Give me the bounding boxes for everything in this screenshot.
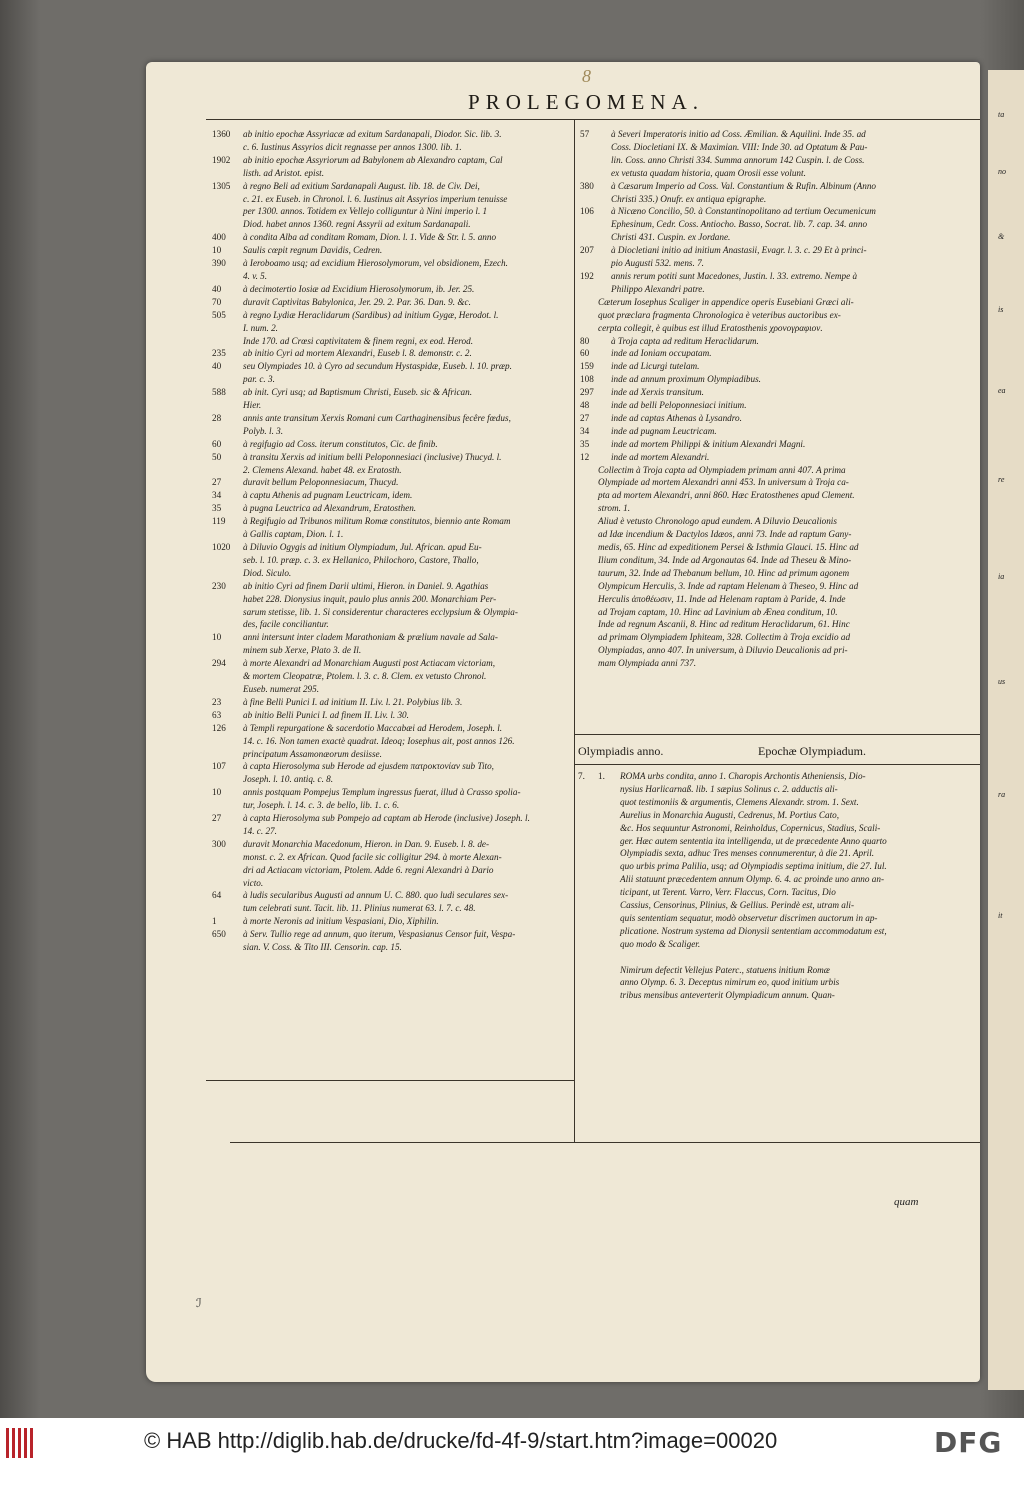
chronology-entry xyxy=(212,257,572,270)
entry-years: 1 xyxy=(212,916,217,927)
entry-continuation: dri ad Actiacam victoriam, Ptolem. Adde 6. regni Alexandri à Dario xyxy=(243,864,494,875)
entry-continuation: des, facile conciliantur. xyxy=(243,619,329,630)
chronology-entry xyxy=(580,244,978,257)
header-rule xyxy=(206,119,980,120)
entry-text: ab initio Cyri ad finem Darii ultimi, Hieron. in Daniel. 9. Agathias xyxy=(243,580,489,591)
chronology-entry xyxy=(212,722,572,735)
left-chronology-column xyxy=(212,128,572,954)
entry-years: 10 xyxy=(212,632,222,643)
facing-page-fragment: ea xyxy=(998,386,1006,395)
entry-years: 126 xyxy=(212,722,226,733)
entry-text: duravit bellum Peloponnesiacum, Thucyd. xyxy=(243,477,399,488)
entry-text: ab initio Belli Punici I. ad finem II. Liv. l. 30. xyxy=(243,709,409,720)
facing-page-edge xyxy=(988,70,1024,1390)
page-bottom-rule xyxy=(230,1142,980,1143)
commentary-line: ad Trojam captam, 10. Hinc ad Lavinium ab Ænea conditum, 10. xyxy=(598,606,838,617)
facing-page-fragment: re xyxy=(998,475,1005,484)
entry-text: ab initio Cyri ad mortem Alexandri, Euseb l. 8. demonstr. c. 2. xyxy=(243,348,472,359)
chronology-entry xyxy=(212,760,572,773)
commentary-line: Olympiadas, anno 407. In universum, à Diluvio Deucalionis ad pri- xyxy=(598,645,848,656)
entry-text: inde ad pugnam Leuctricam. xyxy=(611,425,717,436)
chronology-entry xyxy=(212,309,572,322)
entry-years: 12 xyxy=(580,451,590,462)
entry-text: à fine Belli Punici I. ad initium II. Liv. l. 21. Polybius lib. 3. xyxy=(243,696,463,707)
chronology-entry xyxy=(580,270,978,283)
entry-years: 300 xyxy=(212,838,226,849)
epoch-line: Alii statuunt præcedentem annum Olymp. 6. 4. ac proinde uno anno an- xyxy=(620,874,885,885)
entry-text: duravit Captivitas Babylonica, Jer. 29. 2. Par. 36. Dan. 9. &c. xyxy=(243,296,471,307)
chronology-entry xyxy=(212,283,572,296)
entry-text: inde ad captas Athenas à Lysandro. xyxy=(611,412,742,423)
entry-continuation: minem sub Xerxe, Plato 3. de Il. xyxy=(243,645,362,656)
chronology-entry xyxy=(212,451,572,464)
chronology-entry xyxy=(212,541,572,554)
chronology-entry xyxy=(580,425,978,438)
entry-years: 400 xyxy=(212,232,226,243)
commentary-line: quot præclara fragmenta Chronologica è veteribus auctoribus ex- xyxy=(598,309,841,320)
entry-text: duravit Monarchia Macedonum, Hieron. in Dan. 9. Euseb. l. 8. de- xyxy=(243,838,490,849)
entry-years: 107 xyxy=(212,761,226,772)
epoch-line: anno Olymp. 6. 3. Deceptus nimirum eo, quod initium urbis xyxy=(620,977,840,988)
epoch-line: &c. Hos sequuntur Astronomi, Reinholdus, Copernicus, Stadius, Scali- xyxy=(620,822,881,833)
entry-text: à morte Neronis ad initium Vespasiani, Dio, Xiphilin. xyxy=(243,916,439,927)
entry-years: 60 xyxy=(580,348,590,359)
entry-years: 10 xyxy=(212,787,222,798)
chronology-entry xyxy=(212,489,572,502)
chronology-entry xyxy=(212,696,572,709)
entry-text: à Ieroboamo usq; ad excidium Hierosolymorum, vel obsidionem, Ezech. xyxy=(243,258,508,269)
entry-continuation: Polyb. l. 3. xyxy=(243,425,284,436)
entry-text: à transitu Xerxis ad initium belli Peloponnesiaci (inclusive) Thucyd. l. xyxy=(243,451,502,462)
folio-number: 8 xyxy=(582,66,591,86)
entry-years: 505 xyxy=(212,309,226,320)
entry-years: 106 xyxy=(580,206,594,217)
column-divider xyxy=(574,120,575,1142)
commentary-line: Collectim à Troja capta ad Olympiadem primam anni 407. A prima xyxy=(598,464,846,475)
entry-years: 40 xyxy=(212,361,222,372)
entry-continuation: par. c. 3. xyxy=(243,374,275,385)
entry-text: ab initio epochæ Assyriacæ ad exitum Sardanapali, Diodor. Sic. lib. 3. xyxy=(243,129,502,139)
chronology-entry xyxy=(580,373,978,386)
commentary-line: ad Idæ incendium & Dactylos Idæos, anni 73. Inde ad raptum Gany- xyxy=(598,529,852,540)
entry-text: inde ad mortem Philippi & initium Alexandri Magni. xyxy=(611,438,806,449)
entry-text: inde ad Licurgi tutelam. xyxy=(611,361,700,372)
entry-years: 35 xyxy=(580,438,590,449)
epoch-line: ticipant, ut Terent. Varro, Verr. Flaccus, Corn. Tacitus, Dio xyxy=(620,887,836,898)
entry-continuation: pio Augusti 532. mens. 7. xyxy=(611,258,704,269)
facing-page-fragment: ta xyxy=(998,110,1005,119)
entry-years: 390 xyxy=(212,258,226,269)
entry-text: à ludis secularibus Augusti ad annum U. C. 880. quo ludi seculares sex- xyxy=(243,890,509,901)
entry-text: à Troja capta ad reditum Heraclidarum. xyxy=(611,335,759,346)
right-chronology-column xyxy=(580,128,978,670)
entry-continuation: victo. xyxy=(243,877,264,888)
entry-years: 650 xyxy=(212,929,226,940)
olympiad-epoch-text xyxy=(620,770,978,1002)
olympiad-number-a: 7. xyxy=(578,771,585,781)
facing-page-fragment: no xyxy=(998,167,1006,176)
entry-continuation: ex vetusta quadam historia, quam Orosii esse volunt. xyxy=(611,167,806,178)
entry-continuation: & mortem Cleopatræ, Ptolem. l. 3. c. 8. Clem. ex vetusto Chronol. xyxy=(243,671,487,682)
entry-continuation: Ephesinum, Cedr. Coss. Antiocho. Basso, Socrat. lib. 7. cap. 34. anno xyxy=(611,219,868,230)
entry-continuation: Inde 170. ad Crœsi captivitatem & finem regni, ex eod. Herod. xyxy=(243,335,473,346)
entry-continuation: 14. c. 16. Non tamen exactè quadrat. Ideoq; Iosephus ait, post annos 126. xyxy=(243,735,515,746)
chronology-entry xyxy=(580,438,978,451)
entry-years: 57 xyxy=(580,129,590,139)
entry-years: 34 xyxy=(212,490,222,501)
commentary-line: Olympicum Herculis, 3. Inde ad raptam Helenam à Theseo, 9. Hinc ad xyxy=(598,580,859,591)
chronology-entry xyxy=(212,412,572,425)
epoch-line: ger. Hæc autem sententia ita intelligenda, ut de præcedente Anno quarto xyxy=(620,835,887,846)
chronology-entry xyxy=(212,128,572,141)
entry-text: à morte Alexandri ad Monarchiam Augusti post Actiacam victoriam, xyxy=(243,658,496,669)
entry-text: ab init. Cyri usq; ad Baptismum Christi, Euseb. sic & African. xyxy=(243,387,473,398)
chronology-entry xyxy=(580,205,978,218)
entry-text: anni intersunt inter cladem Marathoniam & prælium navale ad Sala- xyxy=(243,632,498,643)
chronology-entry xyxy=(212,786,572,799)
chronology-entry xyxy=(212,180,572,193)
entry-years: 27 xyxy=(212,813,222,824)
entry-text: seu Olympiades 10. à Cyro ad secundum Hystaspidæ, Euseb. l. 10. præp. xyxy=(243,361,512,372)
entry-years: 1305 xyxy=(212,180,231,191)
chronology-entry xyxy=(212,838,572,851)
chronology-entry xyxy=(580,386,978,399)
chronology-entry xyxy=(580,451,978,464)
entry-years: 588 xyxy=(212,387,226,398)
library-logo-icon xyxy=(6,1428,36,1458)
olympiad-head-rule xyxy=(574,764,980,765)
chronology-entry xyxy=(580,128,978,141)
facing-page-fragment: ra xyxy=(998,790,1006,799)
entry-years: 63 xyxy=(212,709,222,720)
entry-continuation: Coss. Diocletiani IX. & Maximian. VIII: Inde 30. ad Optatum & Pau- xyxy=(611,141,868,152)
entry-text: inde ad Xerxis transitum. xyxy=(611,387,704,398)
entry-continuation: c. 6. Iustinus Assyrios dicit regnasse per annos 1300. lib. 1. xyxy=(243,141,462,152)
entry-text: à decimotertio Iosiæ ad Excidium Hierosolymorum, ib. Jer. 25. xyxy=(243,283,475,294)
entry-text: inde ad mortem Alexandri. xyxy=(611,451,710,462)
entry-continuation: monst. c. 2. ex African. Quod facile sic colligitur 294. à morte Alexan- xyxy=(243,851,502,862)
entry-years: 28 xyxy=(212,412,222,423)
entry-years: 1902 xyxy=(212,154,231,165)
entry-years: 27 xyxy=(580,412,590,423)
chronology-entry xyxy=(580,335,978,348)
commentary-line: Aliud è vetusto Chronologo apud eundem. A Diluvio Deucalionis xyxy=(598,516,837,527)
olympiad-epoch-heading: Epochæ Olympiadum. xyxy=(758,744,866,758)
entry-text: à Cæsarum Imperio ad Coss. Val. Constantium & Rufin. Albinum (Anno xyxy=(611,180,877,191)
entry-years: 40 xyxy=(212,283,222,294)
entry-text: annis postquam Pompejus Templum ingressus fuerat, illud à Crasso spolia- xyxy=(243,787,521,798)
entry-continuation: Christi 335.) Onufr. ex antiqua epigraphe. xyxy=(611,193,767,204)
entry-years: 230 xyxy=(212,580,226,591)
entry-text: à capta Hierosolyma sub Herode ad ejusdem πατροκτονίαν sub Tito, xyxy=(243,761,494,772)
chronology-entry xyxy=(212,244,572,257)
entry-years: 10 xyxy=(212,245,222,256)
chronology-entry xyxy=(212,889,572,902)
entry-years: 1020 xyxy=(212,542,231,552)
chronology-entry xyxy=(212,928,572,941)
entry-continuation: 14. c. 27. xyxy=(243,825,277,836)
facing-page-fragment: it xyxy=(998,911,1003,920)
chronology-entry xyxy=(212,347,572,360)
epoch-line: Aurelius in Monarchia Augusti, Cedrenus, M. Portius Cato, xyxy=(620,809,840,820)
catchword: quam xyxy=(894,1196,919,1208)
epoch-line: quo modo & Scaliger. xyxy=(620,938,701,949)
entry-text: inde ad annum proximum Olympiadibus. xyxy=(611,374,761,385)
epoch-line xyxy=(620,951,978,964)
entry-continuation: Joseph. l. 10. antiq. c. 8. xyxy=(243,774,334,785)
chronology-entry xyxy=(212,154,572,167)
entry-text: à captu Athenis ad pugnam Leuctricam, idem. xyxy=(243,490,413,501)
entry-years: 235 xyxy=(212,348,226,359)
chronology-entry xyxy=(580,347,978,360)
entry-years: 80 xyxy=(580,335,590,346)
commentary-line: Herculis ἀποθέωσιν, 11. Inde ad Helenam raptam à Paride, 4. Inde xyxy=(598,593,846,604)
chronology-entry xyxy=(580,360,978,373)
entry-continuation: tum celebrati sunt. Tacit. lib. 11. Plinius numerat 63. l. 7. c. 48. xyxy=(243,903,476,914)
chronology-entry xyxy=(580,412,978,425)
chronology-entry xyxy=(212,657,572,670)
entry-continuation: Euseb. numerat 295. xyxy=(243,683,320,694)
entry-years: 48 xyxy=(580,400,590,411)
entry-years: 297 xyxy=(580,387,594,398)
chronology-entry xyxy=(212,915,572,928)
commentary-line: Ilium conditum, 34. Inde ad Argonautas 64. Inde ad Theseu & Mino- xyxy=(598,554,852,565)
commentary-line: mam Olympiada anni 737. xyxy=(598,658,696,669)
epoch-line: tribus mensibus anteverterit Olympiadicum annum. Quan- xyxy=(620,990,835,1001)
commentary-line: cerpta collegit, è quibus est illud Eratosthenis χρονογραφιον. xyxy=(598,322,823,333)
entry-years: 60 xyxy=(212,438,222,449)
chronology-entry xyxy=(580,180,978,193)
chronology-entry xyxy=(212,502,572,515)
entry-text: à capta Hierosolyma sub Pompejo ad captam ab Herode (inclusive) Joseph. l. xyxy=(243,813,530,824)
epoch-line: ROMA urbs condita, anno 1. Charopis Archontis Atheniensis, Dio- xyxy=(620,771,866,781)
epoch-line: Nimirum defectit Vellejus Paterc., statuens initium Romæ xyxy=(620,964,830,975)
entry-continuation: 4. v. 5. xyxy=(243,270,268,281)
chronology-entry xyxy=(212,386,572,399)
entry-years: 159 xyxy=(580,361,594,372)
entry-years: 108 xyxy=(580,374,594,385)
epoch-line: Olympiadis sexta, adhuc Tres menses connumerentur, à die 21. April. xyxy=(620,848,875,859)
entry-continuation: Hier. xyxy=(243,400,262,411)
entry-continuation: Philippo Alexandri patre. xyxy=(611,283,705,294)
commentary-line: Cæterum Iosephus Scaliger in appendice operis Eusebiani Græci ali- xyxy=(598,296,854,307)
chronology-entry xyxy=(212,360,572,373)
entry-years: 1360 xyxy=(212,129,231,139)
commentary-line: ad primam Olympiadem Iphiteam, 328. Collectim à Troja excidio ad xyxy=(598,632,851,643)
chronology-entry xyxy=(580,399,978,412)
chronology-entry xyxy=(212,709,572,722)
entry-text: annis ante transitum Xerxis Romani cum Carthaginensibus fecêre fœdus, xyxy=(243,412,511,423)
entry-years: 192 xyxy=(580,270,594,281)
entry-continuation: sian. V. Coss. & Tito III. Censorin. cap. 15. xyxy=(243,942,402,953)
entry-years: 207 xyxy=(580,245,594,256)
epoch-line: quis sententiam sequatur, modò observetur discrimen auctorum in ap- xyxy=(620,912,878,923)
entry-text: à regno Beli ad exitium Sardanapali August. lib. 18. de Civ. Dei, xyxy=(243,180,480,191)
entry-text: à regno Lydiæ Heraclidarum (Sardibus) ad initium Gygæ, Herodot. l. xyxy=(243,309,499,320)
commentary-line: taurum, 32. Inde ad Thebanum bellum, 10. Hinc ad primum agonem xyxy=(598,567,850,578)
entry-text: inde ad belli Peloponnesiaci initium. xyxy=(611,400,747,411)
footer-bar xyxy=(0,1418,1024,1486)
entry-years: 119 xyxy=(212,516,226,527)
commentary-line: Olympiade ad mortem Alexandri anni 453. In universum à Troja ca- xyxy=(598,477,849,488)
entry-text: à Regifugio ad Tribunos militum Romæ constitutos, biennio ante Romam xyxy=(243,516,511,527)
olympiad-top-rule xyxy=(574,734,980,735)
entry-text: à Diocletiani initio ad initium Anastasii, Evagr. l. 3. c. 29 Et à princi- xyxy=(611,245,867,256)
entry-text: annis rerum potiti sunt Macedones, Justin. l. 33. extremo. Nempe à xyxy=(611,270,858,281)
margin-mark: ℐ xyxy=(196,1296,202,1310)
chronology-entry xyxy=(212,515,572,528)
entry-text: à pugna Leuctrica ad Alexandrum, Eratosthen. xyxy=(243,503,417,514)
entry-continuation: habet 228. Dionysius inquit, paulo plus annis 200. Monarchiam Per- xyxy=(243,593,497,604)
chronology-entry xyxy=(212,438,572,451)
olympiad-year-heading: Olympiadis anno. xyxy=(578,744,664,758)
chronology-entry xyxy=(212,631,572,644)
page-header: PROLEGOMENA. xyxy=(468,90,704,114)
entry-years: 380 xyxy=(580,180,594,191)
facing-page-fragment: us xyxy=(998,677,1006,686)
entry-years: 64 xyxy=(212,890,222,901)
entry-text: à Templi repurgatione & sacerdotio Maccabæi ad Herodem, Joseph. l. xyxy=(243,722,503,733)
entry-years: 50 xyxy=(212,451,222,462)
entry-continuation: per 1300. annos. Totidem ex Vellejo colliguntur à Nini imperio l. 1 xyxy=(243,206,488,217)
entry-continuation: listh. ad Aristot. epist. xyxy=(243,167,324,178)
commentary-line: Inde ad regnum Ascanii, 8. Hinc ad reditum Heraclidarum, 61. Hinc xyxy=(598,619,850,630)
entry-continuation: principatum Assamonæorum desiisse. xyxy=(243,748,382,759)
entry-years: 70 xyxy=(212,296,222,307)
entry-text: à Nicæno Concilio, 50. à Constantinopolitano ad tertium Oecumenicum xyxy=(611,206,876,217)
chronology-entry xyxy=(212,476,572,489)
entry-text: à Diluvio Ogygis ad initium Olympiadum, Jul. African. apud Eu- xyxy=(243,542,482,552)
commentary-line: medis, 65. Hinc ad expeditionem Persei & Isthmia Glauci. 15. Hinc ad xyxy=(598,542,859,552)
entry-text: à Severi Imperatoris initio ad Coss. Æmilian. & Aquilini. Inde 35. ad xyxy=(611,129,866,139)
entry-text: ab initio epochæ Assyriorum ad Babylonem ab Alexandro captam, Cal xyxy=(243,154,503,165)
commentary-line: pta ad mortem Alexandri, anni 860. Hæc Eratosthenes apud Clement. xyxy=(598,490,855,501)
entry-continuation: à Gallis captam, Dion. l. 1. xyxy=(243,529,344,540)
epoch-line: quo urbis prima Palilia, usq; ad Olympiadis septima initium, die 27. Iul. xyxy=(620,861,887,872)
epoch-line: quot testimoniis & argumentis, Clemens Alexandr. strom. 1. Sext. xyxy=(620,796,859,807)
entry-text: à condita Alba ad conditam Romam, Dion. l. 1. Vide & Str. l. 5. anno xyxy=(243,232,497,243)
entry-continuation: I. num. 2. xyxy=(243,322,278,333)
entry-continuation: lin. Coss. anno Christi 334. Summa annorum 142 Cuspin. l. de Coss. xyxy=(611,154,865,165)
entry-years: 34 xyxy=(580,425,590,436)
entry-years: 35 xyxy=(212,503,222,514)
commentary-line: strom. 1. xyxy=(598,503,631,514)
chronology-entry xyxy=(212,812,572,825)
entry-continuation: Diod. Siculo. xyxy=(243,567,292,578)
chronology-entry xyxy=(212,231,572,244)
epoch-line: Cassius, Censorinus, Plinius, & Gellius. Perindè est, utram ali- xyxy=(620,900,855,911)
chronology-entry xyxy=(212,580,572,593)
entry-years: 27 xyxy=(212,477,222,488)
entry-text: à regifugio ad Coss. iterum constitutos, Cic. de finib. xyxy=(243,438,438,449)
chronology-entry xyxy=(212,296,572,309)
facing-page-fragment: & xyxy=(998,232,1005,241)
entry-years: 294 xyxy=(212,658,226,669)
entry-text: à Serv. Tullio rege ad annum, quo iterum, Vespasianus Censor fuit, Vespa- xyxy=(243,929,516,940)
olympiad-number-b: 1. xyxy=(598,771,605,781)
entry-text: inde ad Ioniam occupatam. xyxy=(611,348,712,359)
entry-continuation: Diod. habet annos 1360. regni Assyrii ad exitum Sardanapali. xyxy=(243,219,471,230)
left-bottom-rule xyxy=(206,1080,574,1081)
entry-continuation: Christi 431. Cuspin. ex Jordane. xyxy=(611,232,731,243)
epoch-line: nysius Harlicarnaß. lib. 1 sæpius Solinus c. 2. adductis ali- xyxy=(620,783,838,794)
entry-continuation: c. 21. ex Euseb. in Chronol. l. 6. Iustinus ait Assyrios imperium tenuisse xyxy=(243,193,508,204)
entry-years: 23 xyxy=(212,696,222,707)
facing-page-fragment: ia xyxy=(998,572,1005,581)
entry-continuation: seb. l. 10. præp. c. 3. ex Hellanico, Philochoro, Castore, Thallo, xyxy=(243,554,479,565)
entry-continuation: tur, Joseph. l. 14. c. 3. de bello, lib. 1. c. 6. xyxy=(243,800,400,811)
entry-continuation: 2. Clemens Alexand. habet 48. ex Eratosth. xyxy=(243,464,402,475)
entry-text: Saulis cœpit regnum Davidis, Cedren. xyxy=(243,245,383,256)
entry-continuation: sarum stetisse, lib. 1. Si considerentur characteres ecclypsium & Olympia- xyxy=(243,606,518,617)
dfg-logo: DFG xyxy=(934,1426,1003,1459)
book-page xyxy=(146,62,980,1382)
facing-page-fragment: is xyxy=(998,305,1004,314)
copyright-link[interactable]: © HAB http://diglib.hab.de/drucke/fd-4f-9/start.htm?image=00020 xyxy=(144,1428,778,1453)
epoch-line: plicatione. Nostrum systema ad Dionysii sententiam accommodatum est, xyxy=(620,925,887,936)
